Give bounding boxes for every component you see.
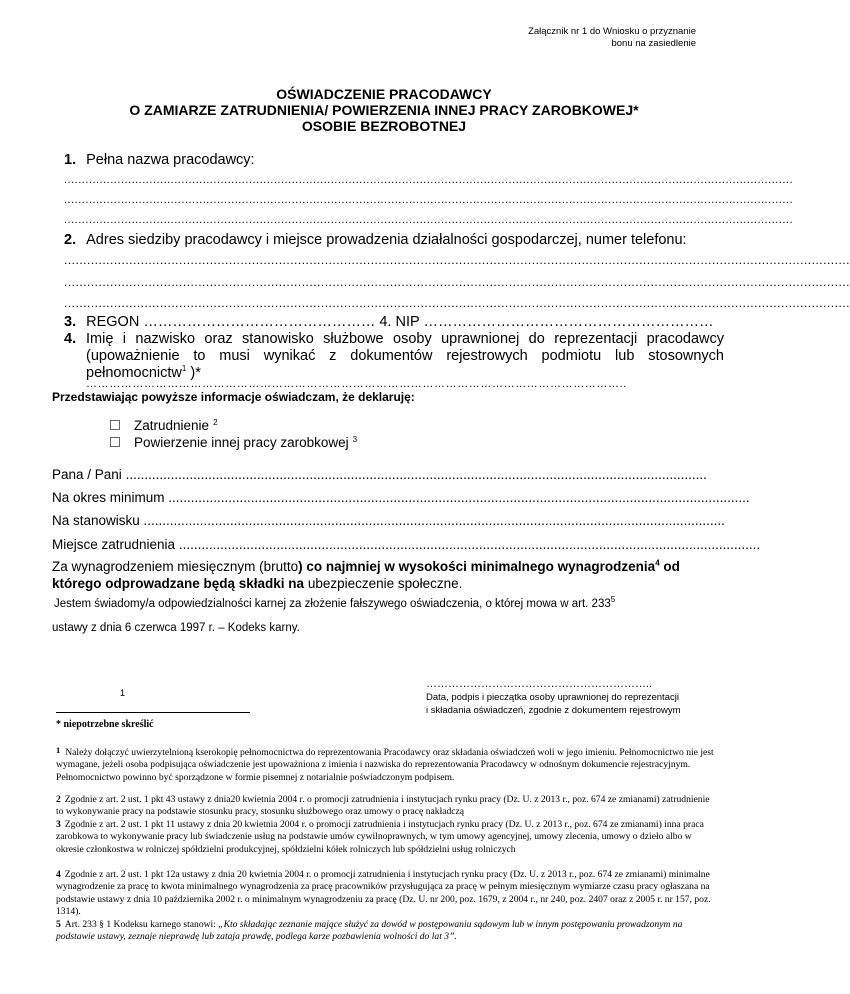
section-1-label: Pełna nazwa pracodawcy:	[86, 152, 255, 168]
footnote-4-text: Zgodnie z art. 2 ust. 1 pkt 12a ustawy z dnia 20 kwietnia 2004 r. o promocji zatrudnienia i instytucjach rynku pracy (Dz. U. z 2013 r., poz. 674 ze zmianami) minimalne wynagrodzenie za pracę to kwota minimalnego wynagrodzenia za pracę pracowników przysługująca za pracę w pełnym miesięcznym wymiarze czasu pracy ogłaszana na podstawie ustawy z dnia 10 października 2002 r. o minimalnym wynagrodzeniu za pracę (Dz. U. nr 200, poz. 1679, z 2004 r., nr 240, poz. 2407 oraz z 2005 r. nr 157, poz. 1314).	[56, 869, 711, 918]
footnote-1	[56, 744, 716, 784]
option-employment[interactable]	[110, 418, 218, 433]
address-line-2[interactable]: .............................................................................................................................................................................................................	[64, 275, 850, 289]
section-4-number: 4.	[64, 331, 77, 347]
period-field[interactable]: Na okres minimum ...........................................................................................................................................................	[52, 490, 750, 505]
footnote-ref-1: 1	[181, 364, 187, 374]
footnote-2	[56, 794, 716, 819]
nip-label: NIP	[395, 314, 420, 330]
footnote-2-text: Zgodnie z art. 2 ust. 1 pkt 43 ustawy z dnia20 kwietnia 2004 r. o promocji zatrudnienia i instytucjach rynku pracy (Dz. U. z 2013 r., poz. 674 ze zmianami) zatrudnienie to wykonywanie pracy na podstawie stosunku pracy, stosunku służbowego oraz umowy o pracę nakładczą	[56, 794, 710, 818]
footnote-ref-4: 4	[655, 558, 660, 568]
section-2-label: Adres siedziby pracodawcy i miejsce prowadzenia działalności gospodarczej, numer telefonu:	[86, 232, 687, 248]
footnote-5-number: 5	[56, 919, 61, 930]
option-employment-label: Zatrudnienie	[134, 418, 210, 433]
position-label: Na stanowisku	[52, 513, 140, 528]
footnote-3-number: 3	[56, 819, 61, 830]
footnote-1-text: Należy dołączyć uwierzytelnioną kserokopię pełnomocnictwa do reprezentowania Pracodawcy oraz składania oświadczeń woli w jego imieniu. Pełnomocnictwo nie jest wymagane, jeżeli osoba podpisująca oświadczenie jest upoważniona z imienia i nazwiska do reprezentowania Pracodawcy w odnośnym dokumencie rejestracyjnym. Pełnomocnictwo powinno być sporządzone w formie pisemnej z notarialnie poświadczonym podpisem.	[56, 747, 714, 783]
section-3-number: 3.	[64, 314, 77, 330]
section-2-heading	[64, 232, 687, 248]
footnote-2-number: 2	[56, 794, 61, 805]
footnote-5	[56, 919, 716, 944]
signature-caption-2: i składania oświadczeń, zgodnie z dokumentem rejestrowym	[426, 705, 681, 716]
workplace-field[interactable]: Miejsce zatrudnienia ...........................................................................................................................................................	[52, 537, 761, 552]
salary-line-2a: którego odprowadzane będą składki na	[52, 576, 305, 591]
section-4-line-3-text: pełnomocnictw	[86, 365, 182, 381]
attachment-line-2: bonu na zasiedlenie	[611, 38, 696, 49]
regon-label: REGON	[86, 314, 140, 330]
page-marker: 1	[120, 688, 126, 698]
section-1-number: 1.	[64, 152, 77, 168]
footnote-1-number: 1	[56, 745, 61, 755]
footnote-strike-note: * niepotrzebne skreślić	[56, 719, 154, 730]
signature-field[interactable]: ……………………………………………………..	[426, 678, 653, 690]
section-4-block	[64, 331, 724, 382]
title-line-1: OŚWIADCZENIE PRACODAWCY	[276, 86, 492, 102]
position-field[interactable]: Na stanowisku ...........................................................................................................................................................	[52, 513, 725, 528]
section-4-line-1: Imię i nazwisko oraz stanowisko służbowe osoby uprawnionej do reprezentacji pracodawcy	[86, 331, 724, 347]
footnote-3-text: Zgodnie z art. 2 ust. 1 pkt 11 ustawy z dnia 20 kwietnia 2004 r. o promocji zatrudnienia i instytucjach rynku pracy (Dz. U. z 2013 r., poz. 674 ze zmianami) inna praca zarobkowa to wykonywanie pracy lub świadczenie usług na podstawie umów cywilnoprawnych, w tym umowy agencyjnej, umowy zlecenia, umowy o dzieło albo w okresie członkostwa w rolniczej spółdzielni produkcyjnej, spółdzielni kółek rolniczych lub spółdzielni usług rolniczych	[56, 819, 704, 855]
footnote-5-quote: „Kto składając zeznanie mające służyć za dowód w postępowaniu sądowym lub w innym postępowaniu prowadzonym na podstawie ustawy, zeznaje nieprawdę lub zataja prawdę, podlega karze pozbawienia wolności do lat 3”.	[56, 919, 683, 943]
nip-number: 4.	[379, 314, 392, 330]
footnote-4	[56, 869, 716, 919]
salary-part-3: od	[659, 559, 680, 574]
footnote-5-lead: Art. 233 § 1 Kodeksu karnego stanowi:	[64, 919, 219, 930]
liability-text: Jestem świadomy/a odpowiedzialności karnej za złożenie fałszywego oświadczenia, o której mowa w art. 233	[54, 598, 611, 610]
liability-line-1	[54, 595, 724, 610]
attachment-note	[528, 26, 696, 50]
checkbox-employment[interactable]	[110, 420, 120, 430]
declaration-heading: Przedstawiając powyższe informacje oświadczam, że deklaruję:	[52, 390, 415, 404]
footnote-ref-2: 2	[213, 417, 218, 427]
liability-line-2: ustawy z dnia 6 czerwca 1997 r. – Kodeks karny.	[52, 622, 300, 634]
regon-field[interactable]: …………………………………………	[143, 314, 376, 330]
signature-caption-1: Data, podpis i pieczątka osoby uprawnionej do reprezentacji	[426, 692, 679, 703]
checkbox-other-work[interactable]	[110, 437, 120, 447]
title-line-3: OSOBIE BEZROBOTNEJ	[301, 118, 467, 134]
address-line-3[interactable]: .............................................................................................................................................................................................................	[64, 296, 850, 310]
section-4-line-3-tail: )*	[186, 365, 201, 381]
address-line-1[interactable]: .............................................................................................................................................................................................................	[64, 253, 850, 267]
person-field[interactable]: Pana / Pani ...........................................................................................................................................................	[52, 467, 707, 482]
section-2-number: 2.	[64, 232, 77, 248]
employer-name-line-1[interactable]: .............................................................................................................................................................................................................	[64, 174, 794, 186]
salary-part-1: Za wynagrodzeniem miesięcznym (brutto	[52, 559, 299, 574]
attachment-line-1: Załącznik nr 1 do Wniosku o przyznanie	[528, 26, 696, 37]
option-other-work-label: Powierzenie innej pracy zarobkowej	[134, 435, 349, 450]
footnote-separator	[56, 712, 250, 713]
salary-part-2: ) co najmniej w wysokości minimalnego wynagrodzenia	[298, 559, 656, 574]
footnote-4-number: 4	[56, 869, 61, 880]
regon-nip-row	[64, 314, 724, 330]
period-label: Na okres minimum	[52, 490, 165, 505]
option-other-work[interactable]	[110, 435, 357, 450]
employer-name-line-3[interactable]: .............................................................................................................................................................................................................	[64, 214, 794, 226]
footnote-ref-5: 5	[610, 595, 616, 605]
section-1-heading	[64, 152, 255, 168]
person-label: Pana / Pani	[52, 467, 122, 482]
workplace-label: Miejsce zatrudnienia	[52, 537, 176, 552]
title-line-2: O ZAMIARZE ZATRUDNIENIA/ POWIERZENIA INNEJ PRACY ZAROBKOWEJ*	[129, 102, 639, 118]
section-4-line-2: (upoważnienie to musi wynikać z dokumentów rejestrowych podmiotu lub stosownych	[86, 348, 724, 364]
representative-field[interactable]: …………………………………………………………………………………………………………………………..	[86, 378, 627, 390]
employer-name-line-2[interactable]: .............................................................................................................................................................................................................	[64, 194, 794, 206]
salary-statement	[52, 558, 724, 592]
footnote-ref-3: 3	[352, 434, 358, 444]
salary-line-2b: ubezpieczenie społeczne.	[304, 576, 463, 591]
footnote-3	[56, 819, 716, 856]
nip-field[interactable]: ……………………………………………………	[423, 314, 714, 330]
